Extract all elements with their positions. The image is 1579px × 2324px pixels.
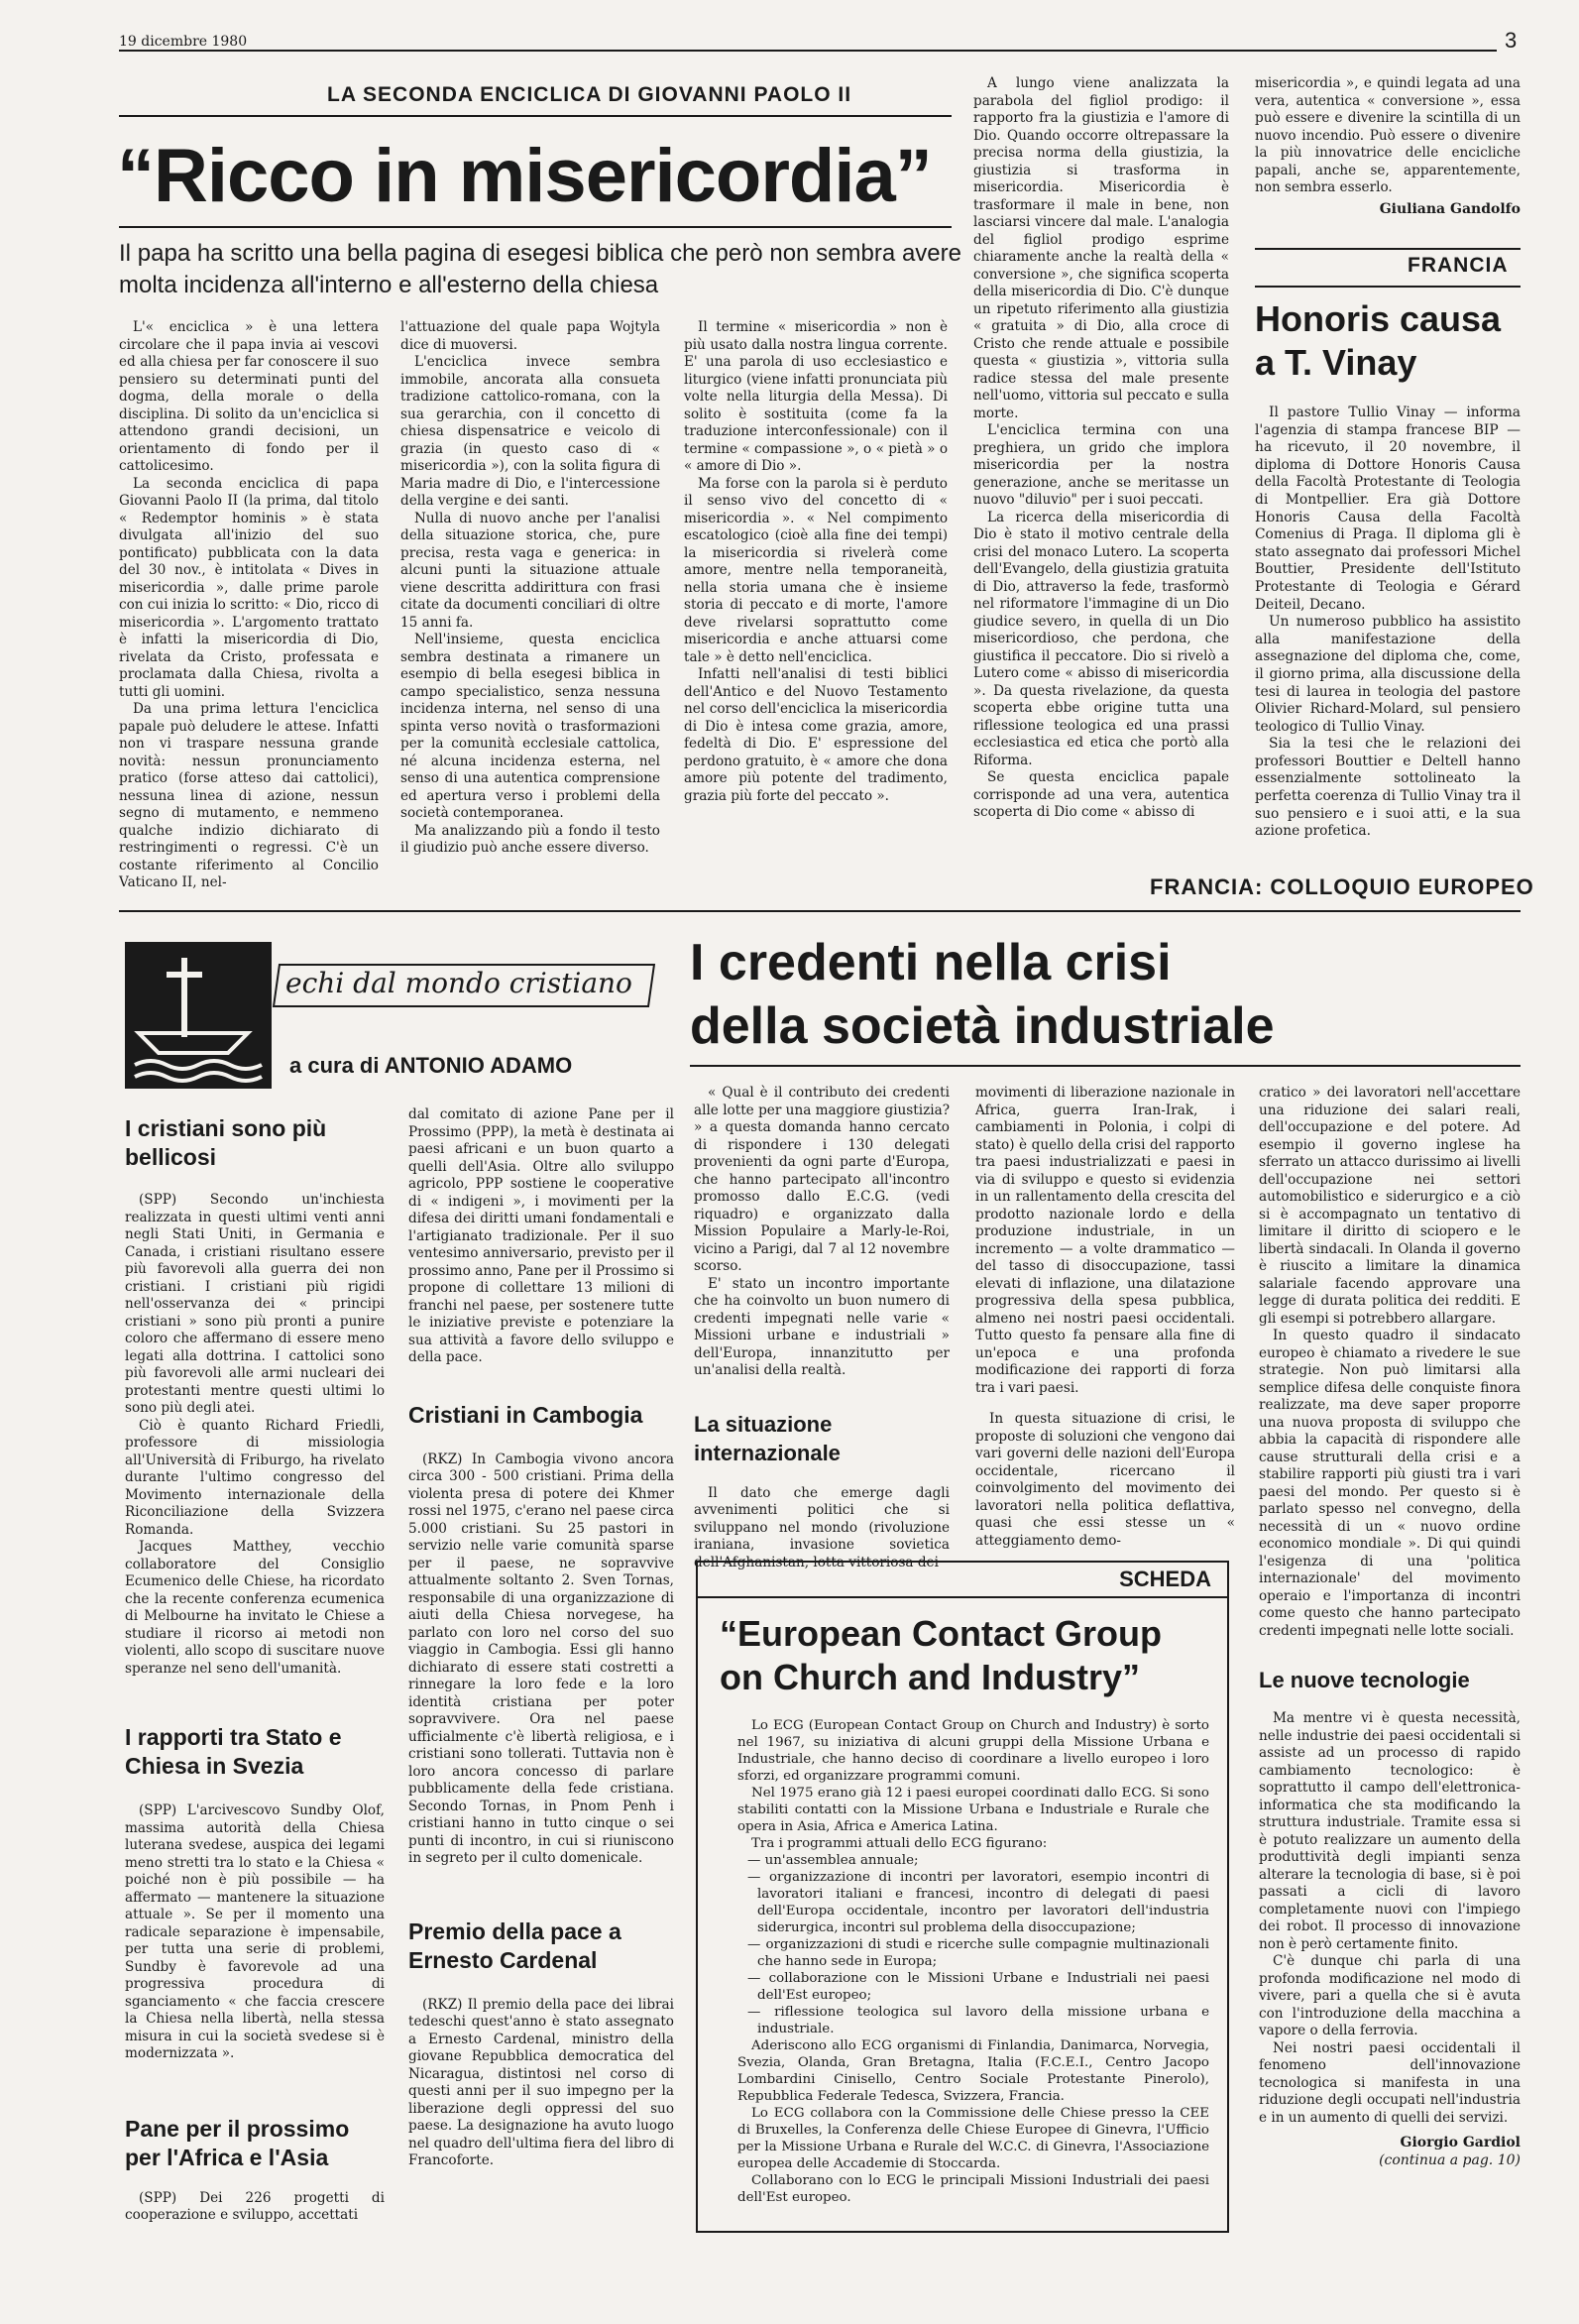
enciclica-kicker-rule	[119, 115, 952, 117]
enciclica-col1	[119, 319, 379, 892]
paragraph: Ma forse con la parola si è perduto il senso vivo del concetto di « misericordia ». « Nel compimento escatologico (cioè alla fine dei tempi) la misericordia si rivelerà come amore, mentre nella temporaneità, nella storia umana che è insieme storia di peccato e di morte, l'amore deve rivelarsi soprattutto come misericordia e anche attuarsi come tale » è detto nell'enciclica.	[684, 475, 948, 665]
paragraph: In questo quadro il sindacato europeo è chiamato a rivedere le sue strategie. Non può limitarsi alla semplice difesa delle conquiste finora realizzate, ma deve saper proporre una nuova proposta di sviluppo che abbia la capacità di rispondere alle cause strutturali della crisi e a stabilire rapporti più giusti tra i vari paesi del mondo. Per questo si è parlato spesso nel convegno, della necessità di un « nuovo ordine economico mondiale ». Di qui quindi l'esigenza di una 'politica internazionale' del movimento operaio e l'importanza di incontri come questo che hanno partecipato credenti impegnati nelle lotte sociali.	[1259, 1328, 1521, 1639]
ship-cross-icon	[125, 942, 272, 1089]
paragraph: l'attuazione del quale papa Wojtyla dice di muoversi.	[400, 319, 660, 353]
echi-logo	[125, 942, 272, 1089]
credenti-title-2: della società industriale	[690, 997, 1275, 1055]
paragraph: C'è dunque chi parla di una profonda modificazione nel modo di vivere, pari a quella che si è avuta con l'introduzione della macchina a vapore o della ferrovia.	[1259, 1953, 1521, 2038]
scheda-rule	[698, 1596, 1227, 1598]
paragraph: Tra i programmi attuali dello ECG figurano:	[751, 1836, 1048, 1851]
enciclica-col2	[400, 319, 660, 858]
paragraph: cratico » dei lavoratori nell'accettare una riduzione dei salari reali, dell'occupazione e del potere. Ad esempio il governo inglese ha sferrato un attacco durissimo ai livelli dell'occupazione nei settori automobilistico e siderurgico e a ciò si è accompagnato un tentativo di limitare il diritto di sciopero e le libertà sindacali. In Olanda il governo è riuscito a limitare la dinamica salariale facendo approvare una legge di durata politica dei redditi. E gli esempi si potrebbero allargare.	[1259, 1085, 1521, 1327]
echi-label: echi dal mondo cristiano	[285, 967, 632, 999]
francia-kicker: FRANCIA	[1408, 254, 1509, 277]
scheda-box	[696, 1561, 1229, 2233]
paragraph: L'enciclica invece sembra immobile, ancorata alla consueta tradizione cattolico-romana, con la sua gerarchia, con il concetto di chiesa dispensatrice e veicolo di grazia (in questo caso di « misericordia »), con la solita figura di Maria madre di Dio, e l'intercessione della vergine e dei santi.	[400, 354, 660, 509]
paragraph: Il pastore Tullio Vinay — informa l'agenzia di stampa francese BIP — ha ricevuto, il 20 novembre, il diploma di Dottore Honoris Causa della Facoltà Protestante di Teologia di Montpellier. Era già Dottore Honoris Causa della Facoltà Comenius di Praga. Il diploma gli è stato assegnato dai professori Michel Bouttier, Presidente dell'Istituto Protestante di Teologia e Gérard Deiteil, Decano.	[1255, 405, 1521, 613]
credenti-col3	[1259, 1085, 1521, 2168]
francia-rule-bottom	[1255, 286, 1521, 288]
enciclica-col5	[1255, 75, 1521, 218]
list-item: — collaborazione con le Missioni Urbane e Industriali nei paesi dell'Est europeo;	[747, 1970, 1209, 2004]
paragraph: dal comitato di azione Pane per il Prossimo (PPP), la metà è destinata ai paesi africani e un buon quarto a quelli dell'Asia. Oltre allo sviluppo agricolo, PPP sostiene le cooperative di « indigeni », i movimenti per la difesa dei diritti umani fondamentali e l'artigianato tradizionale. Per il suo ventesimo anniversario, previsto per il prossimo anno, Pane per il Prossimo si propone di collettare 13 milioni di franchi nel paese, per sostenere tutte le iniziative previste e potenziare la sua attività a favore dello sviluppo e della pace.	[408, 1106, 674, 1365]
paragraph: Ma mentre vi è questa necessità, nelle industrie dei paesi occidentali si assiste ad un processo di rapido cambiamento tecnologico: è soprattutto il campo dell'elettronica-informatica che sta modificando la struttura industriale. Tramite essa si è potuto realizzare un aumento della produttività degli impianti senza alterare la tecnologia di base, si è poi passati a cicli di lavoro completamente nuovi con l'impiego dei robot. Il processo di innovazione non è però certamente finito.	[1259, 1710, 1521, 1952]
header-rule	[119, 50, 1497, 52]
credenti-col2	[975, 1085, 1235, 1550]
scheda-list	[737, 1852, 1209, 2037]
credenti-col1	[694, 1085, 950, 1571]
art5-title: Premio della pace a Ernesto Cardenal	[408, 1917, 621, 1973]
echi-curator: a cura di ANTONIO ADAMO	[289, 1053, 573, 1078]
paragraph: misericordia », e quindi legata ad una vera, autentica « conversione », essa può essere e divenire la scintilla di un nuovo incendio. Può essere o divenire la più innovatrice delle encicliche papali, anche se, apparentemente, non sembra esserlo.	[1255, 75, 1521, 195]
francia-body	[1255, 405, 1521, 841]
paragraph: Nell'insieme, questa enciclica sembra destinata a rimanere un esempio di bella esegesi biblica in campo specialistico, senza nessuna incidenza interna, nel senso di una spinta verso novità o trasformazioni per la comunità ecclesiale cattolica, né alcuna incidenza esterna, nel senso di una autentica comprensione ed apertura verso i problemi della società contemporanea.	[400, 632, 660, 821]
paragraph: Lo ECG (European Contact Group on Church and Industry) è sorto nel 1967, su iniziativa di alcuni gruppi della Missione Urbana e Industriale, che hanno deciso di coordinare a livello europeo i loro sforzi, ed organizzare programmi comuni.	[737, 1718, 1209, 1784]
credenti-sub1: La situazione internazionale	[694, 1411, 841, 1465]
credenti-title-rule	[690, 1065, 1521, 1067]
paragraph: Il termine « misericordia » non è più usato dalla nostra lingua corrente. E' una parola di uso ecclesiastico e liturgico (viene infatti pronunciata più volte nella liturgia della Messa). Di solito è sostituita (come fa la traduzione interconfessionale) con il termine « compassione », o « pietà » o « amore di Dio ».	[684, 319, 949, 474]
enciclica-col3	[684, 319, 948, 805]
echi-col1	[125, 1114, 385, 2225]
paragraph: (SPP) Dei 226 progetti di cooperazione e sviluppo, accettati	[125, 2189, 385, 2223]
issue-date: 19 dicembre 1980	[119, 34, 248, 50]
enciclica-subtitle: Il papa ha scritto una bella pagina di esegesi biblica che però non sembra avere molta incidenza all'interno e all'esterno della chiesa	[119, 240, 961, 298]
paragraph: (SPP) Secondo un'inchiesta realizzata in questi ultimi venti anni negli Stati Uniti, in Germania e Canada, i cristiani risultano essere più favorevoli alla guerra dei non cristiani. I cristiani più rigidi nell'osservanza dei « principi cristiani » sono più pronti a punire coloro che affermano di essere meno legati alla dottrina. I cattolici sono più favorevoli alle armi nucleari dei protestanti mentre questi ultimi lo sono più degli atei.	[125, 1192, 385, 1416]
paragraph: Ciò è quanto Richard Friedli, professore di missiologia all'Università di Friburgo, ha rivelato durante l'ultimo congresso del Movimento internazionale della Riconciliazione della Svizzera Romanda.	[125, 1417, 385, 1538]
art4-title: Cristiani in Cambogia	[408, 1401, 643, 1428]
paragraph: E' stato un incontro importante che ha coinvolto un buon numero di credenti impegnati nelle varie « Missioni urbane e industriali » dell'Europa, innanzitutto per un'analisi della realtà.	[694, 1275, 950, 1378]
paragraph: Nel 1975 erano già 12 i paesi europei coordinati dallo ECG. Si sono stabiliti contatti con la Missione Urbana e Industriale e Rurale che opera in Asia, Africa e America Latina.	[737, 1786, 1209, 1834]
scheda-body	[737, 1717, 1209, 2206]
list-item: — organizzazioni di studi e ricerche sulle compagnie multinazionali che hanno sede in Europa;	[747, 1936, 1209, 1970]
continued-note: (continua a pag. 10)	[1379, 2152, 1521, 2168]
paragraph: Sia la tesi che le relazioni dei professori Bouttier e Deltell hanno essenzialmente sottolineato la perfetta coerenza di Tullio Vinay tra il suo pensiero e i suoi atti, e la sua azione profetica.	[1255, 736, 1521, 840]
paragraph: Aderiscono allo ECG organismi di Finlandia, Danimarca, Norvegia, Svezia, Olanda, Gran Bretagna, Italia (F.C.E.I., Centro Jacopo Lombardini Cinisello, Centro Sociale Protestante Pinerolo), Repubblica Federale Tedesca, Svizzera, Francia.	[737, 2038, 1209, 2104]
list-item: — organizzazione di incontri per lavoratori, esempio incontri di lavoratori italiani e francesi, incontro di delegati di paesi dell'Europa occidentale, incontro per lavoratori dell'industria siderurgica, incontri sul problema della disoccupazione;	[747, 1869, 1209, 1936]
echi-col2	[408, 1106, 674, 2170]
credenti-title-1: I credenti nella crisi	[690, 934, 1172, 991]
paragraph: « Qual è il contributo dei credenti alle lotte per una maggiore giustizia? » a questa domanda hanno cercato di rispondere i 130 delegati provenienti da ogni parte d'Europa, che hanno partecipato all'incontro promosso dallo E.C.G. (vedi riquadro) e organizzato dalla Mission Populaire a Marly-le-Roi, vicino a Parigi, dal 7 al 12 novembre scorso.	[694, 1085, 950, 1274]
paragraph: Nulla di nuovo anche per l'analisi della situazione storica, che, pure precisa, resta vaga e generica: in alcuni punti la situazione attuale viene descritta addirittura con frasi citate da documenti conciliari di oltre 15 anni fa.	[400, 510, 660, 631]
paragraph: L'« enciclica » è una lettera circolare che il papa invia ai vescovi ed alla chiesa per far conoscere il suo pensiero su determinati punti del dogma, della morale o della disciplina. Di solito da un'enciclica si attendono grandi decisioni, un orientamento di fondo per il cattolicesimo.	[119, 319, 379, 474]
paragraph: In questa situazione di crisi, le proposte di soluzioni che vengono dai vari governi delle nazioni dell'Europa occidentale, ricercano il coinvolgimento del movimento dei lavoratori nella politica deflattiva, quasi che essi stesse un « atteggiamento demo-	[975, 1411, 1235, 1549]
francia-title: Honoris causa a T. Vinay	[1255, 298, 1502, 383]
paragraph: Se questa enciclica papale corrisponde ad una vera, autentica scoperta di Dio come « abisso di	[973, 769, 1229, 820]
credenti-signature: Giorgio Gardiol	[1400, 2135, 1521, 2150]
paragraph: (RKZ) Il premio della pace dei librai tedeschi quest'anno è stato assegnato a Ernesto Cardenal, ministro della giovane Repubblica democratica del Nicaragua, distintosi nel corso di questi anni per il suo impegno per la liberazione degli oppressi del suo paese. La designazione ha avuto luogo nel quadro dell'ultima fiera del libro di Francoforte.	[408, 1996, 674, 2168]
paragraph: Lo ECG collabora con la Commissione delle Chiese presso la CEE di Bruxelles, la Conferenza delle Chiese Europee di Ginevra, l'Ufficio per la Missione Urbana e Rurale del W.C.C. di Ginevra, l'Associazione europea delle Accademie di Stoccarda.	[737, 2106, 1209, 2171]
credenti-kicker: FRANCIA: COLLOQUIO EUROPEO	[1150, 874, 1534, 899]
paragraph: movimenti di liberazione nazionale in Africa, guerra Iran-Irak, i cambiamenti in Polonia, i colpi di stato) è quello della crisi del rapporto tra paesi industrializzati e paesi in via di sviluppo e questo si evidenzia in un rallentamento della crescita del prodotto nazionale lordo e della produzione industriale, in un incremento — a volte drammatico — del tasso di disoccupazione, tassi elevati di inflazione, una dilatazione progressiva della spesa pubblica, almeno nei nostri paesi occidentali. Tutto questo fa pensare alla fine di un'epoca e una profonda modificazione dei rapporti di forza tra i vari paesi.	[975, 1085, 1235, 1396]
paragraph: Il dato che emerge dagli avvenimenti politici che si sviluppano nel mondo (rivoluzione iraniana, invasione sovietica dell'Afghanistan, lotta vittoriosa dei	[694, 1484, 950, 1570]
art1-title: I cristiani sono più bellicosi	[125, 1115, 327, 1170]
art2-title: I rapporti tra Stato e Chiesa in Svezia	[125, 1724, 342, 1779]
paragraph: Un numeroso pubblico ha assistito alla manifestazione della assegnazione del diploma che, come, il giorno prima, alla discussione della tesi di laurea in teologia del pastore Olivier Richard-Molard, sul pensiero teologico di Tullio Vinay.	[1255, 614, 1521, 735]
section-divider	[119, 910, 1521, 912]
paragraph: Da una prima lettura l'enciclica papale può deludere le attese. Infatti non vi traspare nessuna grande novità: nessun pronunciamento pratico (forse atteso dai cattolici), nessuna linea di azione, nessun segno di mutamento, e nemmeno qualche indizio dichiarato di restringimenti o regressi. C'è un costante riferimento al Concilio Vaticano II, nel-	[119, 701, 379, 890]
paragraph: L'enciclica termina con una preghiera, un grido che implora misericordia per la nostra generazione, anche se meritasse un nuovo "diluvio" per i suoi peccati.	[973, 422, 1229, 508]
list-item: — riflessione teologica sul lavoro della missione urbana e industriale.	[747, 2004, 1209, 2037]
art3-title: Pane per il prossimo per l'Africa e l'Asia	[125, 2115, 350, 2170]
scheda-label: SCHEDA	[1119, 1567, 1211, 1591]
paragraph: Infatti nell'analisi di testi biblici dell'Antico e del Nuovo Testamento nel corso dell'enciclica la misericordia di Dio è intesa come grazia, amore, fedeltà di Dio. E' espressione del perdono gratuito, è « amore che dona amore più potente del tradimento, grazia più forte del peccato ».	[684, 666, 948, 804]
paragraph: A lungo viene analizzata la parabola del figliol prodigo: il rapporto fra la giustizia e l'amore di Dio. Quando occorre oltrepassare la precisa norma della giustizia, la giustizia si trasforma in misericordia. Misericordia è trasformare il male in bene, non lasciarsi vincere dal male. L'analogia del figliol prodigo esprime chiaramente anche la realtà della « conversione », che significa scoperta della misericordia di Dio. C'è dunque un ripetuto riferimento alla giustizia « gratuita » di Dio, alla croce di Cristo che rende attuale e possibile questa « giustizia », vittoria sulla radice stessa del male presente nell'uomo, vittoria sul peccato e sulla morte.	[973, 75, 1229, 421]
enciclica-signature: Giuliana Gandolfo	[1379, 200, 1521, 217]
paragraph: La seconda enciclica di papa Giovanni Paolo II (la prima, dal titolo « Redemptor hominis » è stata divulgata all'inizio del suo pontificato) pubblicata con la data del 30 nov., è intitolata « Dives in misericordia », dalle prime parole con cui inizia lo scritto: « Dio, ricco di misericordia ». L'argomento trattato è infatti la misericordia di Dio, rivelata da Cristo, professata e proclamata dalla Chiesa, rivolta a tutti gli uomini.	[119, 475, 379, 700]
paragraph: La ricerca della misericordia di Dio è stato il motivo centrale della crisi del monaco Lutero. La scoperta dell'Evangelo, della giustizia gratuita di Dio, attraverso la fede, trasformò nel riformatore l'immagine di un Dio giudice severo, in quella di un Dio misericordioso, che perdona, che giustifica il peccatore. Dio si rivelò a Lutero come « abisso di misericordia ». Da questa rivelazione, da questa scoperta ebbe origine tutta una riflessione teologica ed una prassi ecclesiastica ed etica che portò alla Riforma.	[973, 509, 1229, 768]
enciclica-title-rule	[119, 226, 952, 228]
page-number: 3	[1505, 28, 1518, 53]
paragraph: Collaborano con lo ECG le principali Missioni Industriali dei paesi dell'Est europeo.	[737, 2173, 1209, 2205]
paragraph: Jacques Matthey, vecchio collaboratore del Consiglio Ecumenico delle Chiese, ha ricordato che la recente conferenza ecumenica di Melbourne ha invitato le Chiese a studiare il ricorso ai metodi non violenti, allo scopo di suscitare nuove speranze nel seno dell'umanità.	[125, 1539, 385, 1677]
list-item: — un'assemblea annuale;	[747, 1852, 1209, 1869]
francia-rule-top	[1255, 248, 1521, 250]
paragraph: Ma analizzando più a fondo il testo il giudizio può anche essere diverso.	[400, 822, 660, 856]
enciclica-kicker: LA SECONDA ENCICLICA DI GIOVANNI PAOLO II	[327, 83, 852, 106]
enciclica-col4	[973, 75, 1229, 822]
paragraph: Nei nostri paesi occidentali il fenomeno dell'innovazione tecnologica si manifesta in una riduzione degli occupati nell'industria e in un aumento di quelli dei servizi.	[1259, 2039, 1521, 2126]
paragraph: (SPP) L'arcivescovo Sundby Olof, massima autorità della Chiesa luterana svedese, auspica dei legami meno stretti tra lo stato e la Chiesa « poiché non è più possibile — ha affermato — mantenere la situazione attuale ». Se per il momento una radicale separazione è impensabile, per tutta una serie di problemi, Sundby è favorevole ad una progressiva procedura di sganciamento « che faccia crescere la Chiesa nella libertà, nella stessa misura in cui la società svedese si è modernizzata ».	[125, 1802, 385, 2061]
scheda-title: “European Contact Group on Church and Industry”	[720, 1613, 1163, 1697]
paragraph: (RKZ) In Cambogia vivono ancora circa 300 - 500 cristiani. Prima della violenta presa di potere dei Khmer rossi nel 1975, c'erano nel paese circa 5.000 cristiani. Su 25 pastori in servizio nelle varie comunità sparse per il paese, ne sopravvive attualmente soltanto 2. Sven Tornas, responsabile di una organizzazione di aiuti della Chiesa norvegese, ha parlato con loro nel corso del suo viaggio in Cambogia. Essi gli hanno dichiarato di essere stati costretti a rinnegare la loro fede e la loro identità cristiana per poter sopravvivere. Ora nel paese ufficialmente c'è libertà religiosa, e i cristiani sono tollerati. Tuttavia non è loro ancora concesso di parlare pubblicamente della fede cristiana. Secondo Tornas, in Pnom Penh i cristiani hanno in tutto cinque o sei punti di incontro, in cui si riuniscono in segreto per il culto domenicale.	[408, 1451, 674, 1866]
enciclica-title: “Ricco in misericordia”	[117, 134, 932, 218]
credenti-sub2: Le nuove tecnologie	[1259, 1668, 1470, 1692]
